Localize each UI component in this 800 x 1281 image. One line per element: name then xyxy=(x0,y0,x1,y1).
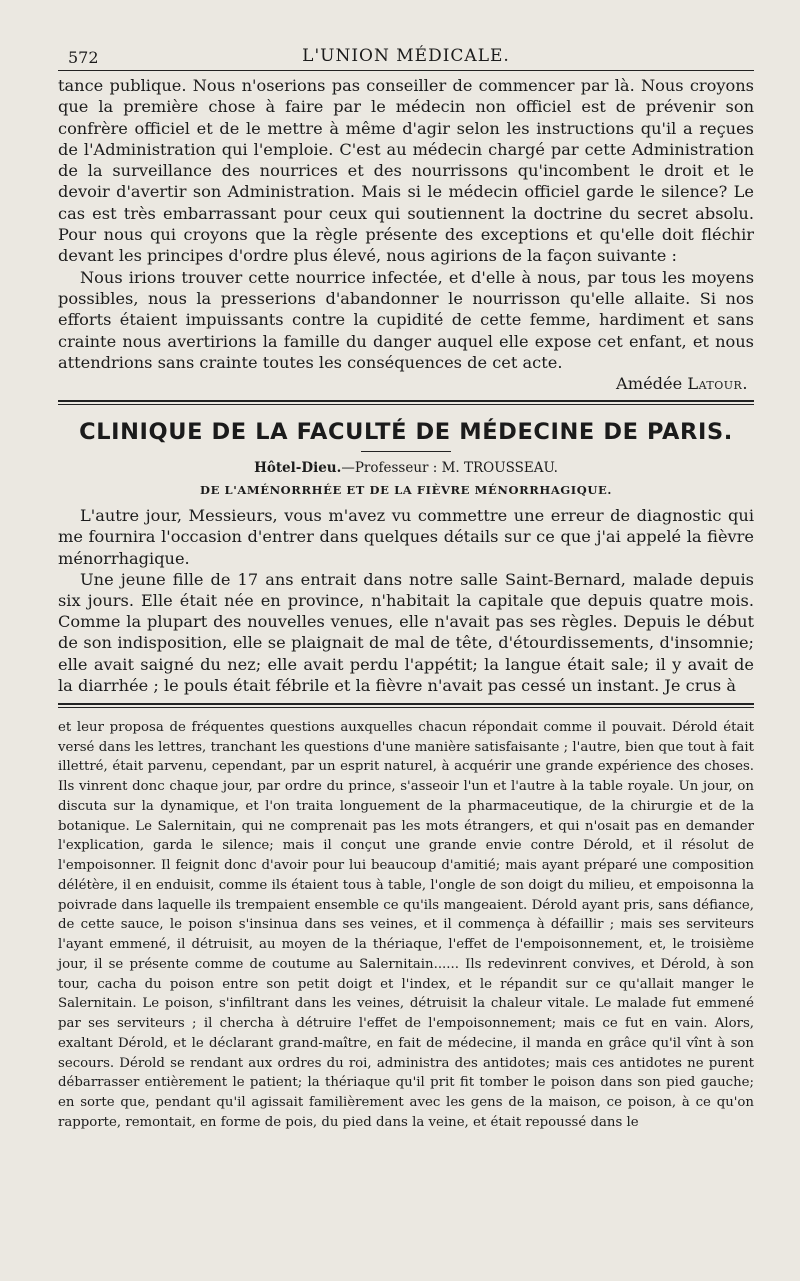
signature-first-name: Amédée xyxy=(616,374,683,394)
page-number: 572 xyxy=(68,48,99,67)
hospital-line xyxy=(58,460,754,476)
clinic-paragraph: Une jeune fille de 17 ans entrait dans notre salle Saint-Bernard, malade depuis six jours. Elle était née en province, n'habitait la capitale que depuis quatre mois. Comme la plupart des nouvelles venues, elle n'avait pas ses règles. Depuis le début de son indisposition, elle se plaignait de mal de tête, d'étourdissements, d'insomnie; elle avait saigné du nez; elle avait perdu l'appétit; la langue était sale; il y avait de la diarrhée ; le pouls était fébrile et la fièvre n'avait pas cessé un instant. Je crus à xyxy=(58,569,754,695)
footnote xyxy=(58,718,754,1133)
running-head xyxy=(58,40,754,70)
footnote-text: et leur proposa de fréquentes questions auxquelles chacun répondait comme il pouvait. Dérold était versé dans les lettres, tranchant les questions d'une manière satisfaisante ; l'autre, bien que tout à fait illettré, était parvenu, cependant, par un esprit naturel, à acquérir une grande expérience des choses. Ils vinrent donc chaque jour, par ordre du prince, s'asseoir l'un et l'autre à la table royale. Un jour, on discuta sur la dynamique, et l'on traita longuement de la pharmaceutique, de la chirurgie et de la botanique. Le Salernitain, qui ne comprenait pas les mots étrangers, et qui n'osait pas en demander l'explication, garda le silence; mais il conçut une grande envie contre Dérold, et il résolut de l'empoisonner. Il feignit donc d'avoir pour lui beaucoup d'amitié; mais ayant préparé une composition délétère, il en enduisit, comme ils étaient tous à table, l'ongle de son doigt du milieu, et empoisonna la poivrade dans laquelle ils trempaient ensemble ce qu'ils mangeaient. Dérold ayant pris, sans défiance, de cette sauce, le poison s'insinua dans ses veines, et il commença à défaillir ; mais ses serviteurs l'ayant emmené, il détruisit, au moyen de la thériaque, l'effet de l'empoisonnement, et, le troisième jour, il se présente comme de coutume au Salernitain...... Ils redevinrent convives, et Dérold, à son tour, cacha du poison entre son petit doigt et l'index, et le répandit sur ce qu'allait manger le Salernitain. Le poison, s'infiltrant dans les veines, détruisit la chaleur vitale. Le malade fut emmené par ses serviteurs ; il chercha à détruire l'effet de l'empoisonnement; mais ce fut en vain. Alors, exaltant Dérold, et le déclarant grand-maître, en fait de médecine, il manda en grâce qu'il vînt à son secours. Dérold se rendant aux ordres du roi, administra des antidotes; mais ces antidotes ne purent débarrasser entièrement le patient; la thériaque qu'il prit fit tomber le poison dans son pied gauche; en sorte que, pendant qu'il agissait familièrement avec les gens de la maison, ce poison, à ce qu'on rapporte, remontait, en forme de pois, du pied dans la veine, et était repoussé dans le xyxy=(58,719,754,1130)
title-short-rule xyxy=(361,451,451,452)
clinic-paragraph: L'autre jour, Messieurs, vous m'avez vu commettre une erreur de diagnostic qui me fournira l'occasion d'entrer dans quelques détails sur ce que j'ai appelé la fièvre ménorrhagique. xyxy=(58,506,754,568)
article-paragraph: tance publique. Nous n'oserions pas conseiller de commencer par là. Nous croyons que la première chose à faire par le médecin non officiel est de prévenir son confrère officiel et de le mettre à même d'agir selon les instructions qu'il a reçues de l'Administration qui l'emploie. C'est au médecin chargé par cette Administration de la surveillance des nourrices et des nourrissons qu'incombent le droit et le devoir d'avertir son Administration. Mais si le médecin officiel garde le silence? Le cas est très embarrassant pour ceux qui soutiennent la doctrine du secret absolu. Pour nous qui croyons que la règle présente des exceptions et qu'elle doit fléchir devant les principes d'ordre plus élevé, nous agirions de la façon suivante : xyxy=(58,76,754,266)
article-paragraph: Nous irions trouver cette nourrice infectée, et d'elle à nous, par tous les moyens possibles, nous la presserions d'abandonner le nourrisson qu'elle allaite. Si nos efforts étaient impuissants contre la cupidité de cette femme, hardiment et sans crainte nous avertirions la famille du danger auquel elle expose cet enfant, et nous attendrions sans crainte toutes les conséquences de cet acte. xyxy=(58,267,754,372)
clinic-body xyxy=(58,505,754,696)
journal-title: L'UNION MÉDICALE. xyxy=(302,46,510,66)
professor-line: —Professeur : M. TROUSSEAU. xyxy=(341,460,558,477)
header-rule xyxy=(58,70,754,71)
section-divider xyxy=(58,400,754,405)
footnote-divider xyxy=(58,703,754,708)
hospital-name: Hôtel-Dieu. xyxy=(254,460,342,477)
clinic-title: CLINIQUE DE LA FACULTÉ DE MÉDECINE DE PARIS. xyxy=(79,419,733,446)
article-signature xyxy=(58,373,754,394)
article-body xyxy=(58,75,754,373)
signature-last-name: Latour. xyxy=(687,374,748,394)
lecture-subtitle: DE L'AMÉNORRHÉE ET DE LA FIÈVRE MÉNORRHAGIQUE. xyxy=(200,483,612,498)
